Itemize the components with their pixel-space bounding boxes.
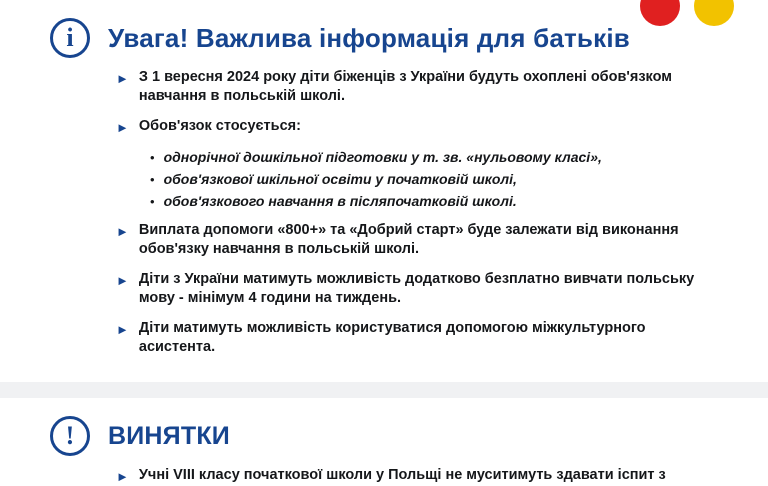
exclamation-circle-icon: !: [50, 416, 90, 456]
section-header: [24, 398, 744, 456]
dot-bullet-icon: •: [150, 194, 155, 209]
sub-list-item-text: обов'язкового навчання в післяпочатковій школі.: [163, 193, 517, 209]
section-header: [24, 0, 744, 58]
sub-list: [116, 148, 704, 211]
list-item: [116, 466, 704, 486]
yellow-dot-icon: [694, 0, 734, 26]
sub-list-item: [150, 148, 704, 167]
list-item: [116, 221, 704, 259]
list-item-text: Діти з України матимуть можливість додатково безплатно вивчати польську мову - мінімум 4 години на тиждень.: [138, 271, 695, 306]
list-item: [116, 319, 704, 357]
triangle-bullet-icon: ►: [116, 120, 129, 135]
sub-list-item: [150, 170, 704, 189]
dot-bullet-icon: •: [150, 172, 155, 187]
triangle-bullet-icon: ►: [116, 71, 129, 86]
triangle-bullet-icon: ►: [116, 322, 129, 337]
list-item: [116, 68, 704, 106]
sub-list-item-text: обов'язкової шкільної освіти у початковій школі,: [163, 171, 517, 187]
list-item-text: Учні VIII класу початкової школи у Польщі не муситимуть здавати іспит з: [138, 467, 666, 483]
dot-bullet-icon: •: [150, 150, 155, 165]
triangle-bullet-icon: ►: [116, 273, 129, 288]
red-dot-icon: [640, 0, 680, 26]
sub-list-item-text: однорічної дошкільної підготовки у т. зв. «нульовому класі»,: [163, 149, 602, 165]
info-circle-icon: i: [50, 18, 90, 58]
list-item-text: Обов'язок стосується:: [138, 118, 301, 134]
section-gap: [0, 368, 768, 382]
list-item-text: З 1 вересня 2024 року діти біженців з України будуть охоплені обов'язком навчання в польській школі.: [138, 69, 672, 104]
list-item: [116, 270, 704, 308]
list-item-text: Діти матимуть можливість користуватися допомогою міжкультурного асистента.: [138, 320, 646, 355]
sub-list-item: [150, 192, 704, 211]
section-title: ВИНЯТКИ: [108, 421, 230, 450]
section-title: Увага! Важлива інформація для батьків: [108, 22, 630, 53]
section-divider: [0, 382, 768, 398]
triangle-bullet-icon: ►: [116, 224, 129, 239]
decorative-dots: [640, 0, 734, 26]
section-content: [24, 58, 744, 357]
section-exceptions: [0, 398, 768, 486]
triangle-bullet-icon: ►: [116, 469, 129, 484]
list-item-text: Виплата допомоги «800+» та «Добрий старт» буде залежати від виконання обов'язку навчання в польській школі.: [138, 222, 679, 257]
section-content: [24, 456, 744, 486]
list-item: [116, 117, 704, 137]
